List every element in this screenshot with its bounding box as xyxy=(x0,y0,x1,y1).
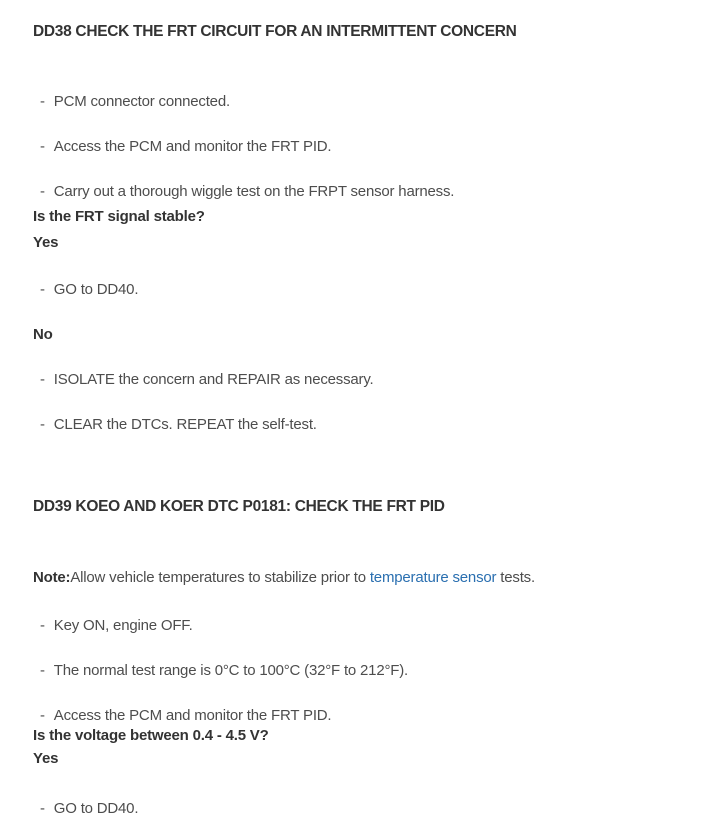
bullet-dash: - xyxy=(40,281,45,298)
note-text-before-link: Allow vehicle temperatures to stabilize prior to xyxy=(70,569,370,586)
answer-no-label: No xyxy=(33,326,53,343)
bullet-dash: - xyxy=(40,662,45,679)
step-text: Access the PCM and monitor the FRT PID. xyxy=(53,707,332,724)
step-item xyxy=(33,137,687,157)
step-text: Key ON, engine OFF. xyxy=(53,617,193,634)
section-dd39 xyxy=(33,499,687,819)
bullet-dash: - xyxy=(40,183,45,200)
note-label: Note: xyxy=(33,569,71,586)
action-text: ISOLATE the concern and REPAIR as necessary. xyxy=(53,371,374,388)
note-text-after-link: tests. xyxy=(496,569,535,586)
action-text: GO to DD40. xyxy=(53,281,139,298)
bullet-dash: - xyxy=(40,617,45,634)
step-item xyxy=(33,182,687,202)
answer-yes-label: Yes xyxy=(33,750,59,767)
action-text: GO to DD40. xyxy=(53,800,139,817)
bullet-dash: - xyxy=(40,138,45,155)
section-dd38-heading: DD38 CHECK THE FRT CIRCUIT FOR AN INTERMITTENT CONCERN xyxy=(33,23,517,40)
temperature-sensor-link[interactable]: temperature sensor xyxy=(369,569,497,586)
action-item xyxy=(33,370,687,390)
answer-yes-label: Yes xyxy=(33,234,59,251)
section-dd38 xyxy=(33,24,687,435)
action-item xyxy=(33,799,687,819)
bullet-dash: - xyxy=(40,416,45,433)
step-text: Access the PCM and monitor the FRT PID. xyxy=(53,138,332,155)
step-item xyxy=(33,661,687,681)
section-dd39-heading: DD39 KOEO AND KOER DTC P0181: CHECK THE FRT PID xyxy=(33,498,445,515)
step-text: Carry out a thorough wiggle test on the FRPT sensor harness. xyxy=(53,183,455,200)
note-line xyxy=(33,568,687,588)
bullet-dash: - xyxy=(40,371,45,388)
step-text: The normal test range is 0°C to 100°C (32°F to 212°F). xyxy=(53,662,408,679)
step-text: PCM connector connected. xyxy=(53,93,230,110)
bullet-dash: - xyxy=(40,93,45,110)
action-item xyxy=(33,280,687,300)
bullet-dash: - xyxy=(40,707,45,724)
step-item xyxy=(33,92,687,112)
bullet-dash: - xyxy=(40,800,45,817)
step-item xyxy=(33,616,687,636)
decision-question: Is the voltage between 0.4 - 4.5 V? xyxy=(33,727,269,744)
decision-question: Is the FRT signal stable? xyxy=(33,208,205,225)
action-item xyxy=(33,415,687,435)
action-text: CLEAR the DTCs. REPEAT the self-test. xyxy=(53,416,317,433)
step-item xyxy=(33,706,687,726)
